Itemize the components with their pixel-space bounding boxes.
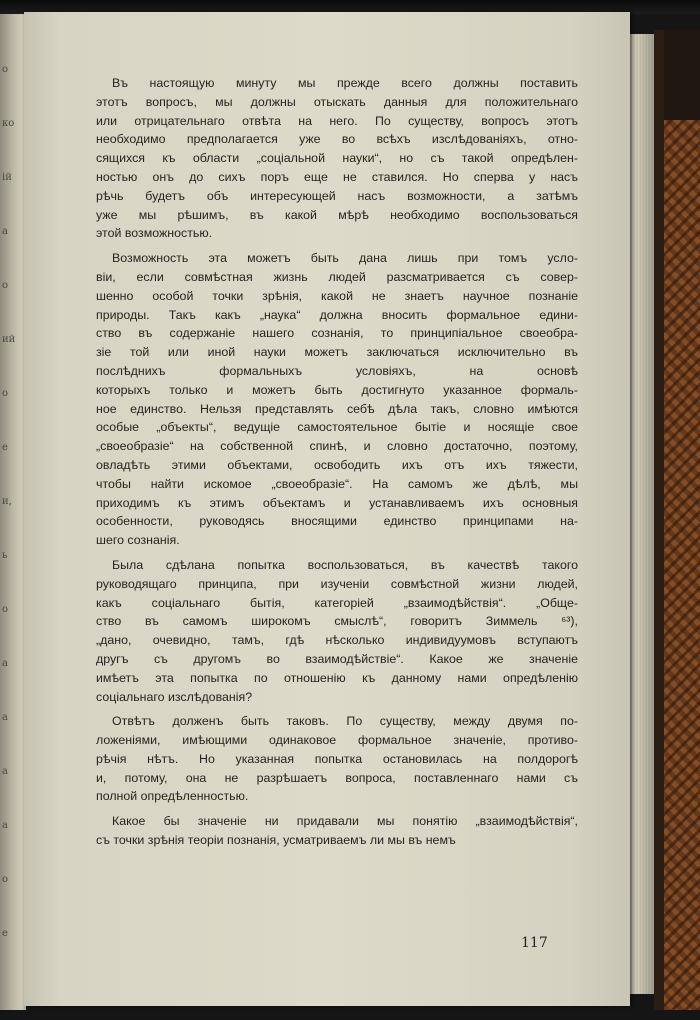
left-page-fragment: о bbox=[2, 64, 9, 75]
text-line: Отвѣтъ долженъ быть таковъ. По существу, между двумя по- bbox=[112, 714, 578, 729]
text-line: руководящаго принципа, при изученіи совмѣстной жизни людей, bbox=[96, 576, 578, 591]
left-page-fragment: ий bbox=[2, 334, 16, 345]
text-line: полной опредѣленностью. bbox=[96, 789, 249, 804]
left-page-fragment: о bbox=[2, 604, 9, 615]
text-line: природы. Такъ какъ „наука“ должна вносить формальное едини- bbox=[96, 307, 578, 322]
text-line: соціальнаго изслѣдованія? bbox=[96, 689, 253, 704]
left-page-fragment: е bbox=[2, 442, 8, 453]
text-line: Въ настоящую минуту мы прежде всего должны поставить bbox=[112, 76, 578, 90]
left-page-fragment: о bbox=[2, 280, 9, 291]
text-line: или отрицательнаго отвѣта на него. По существу, вопросъ этотъ bbox=[96, 113, 578, 128]
text-line: Возможность эта можетъ быть дана лишь при томъ усло- bbox=[112, 251, 578, 266]
text-line: съ точки зрѣнія теоріи познанія, усматриваемъ ли мы въ немъ bbox=[96, 833, 456, 848]
text-line: особые „объекты“, ведущіе самостоятельное бытіе и носящіе свое bbox=[96, 420, 578, 435]
text-line: и, потому, она не разрѣшаетъ вопроса, поставленнаго нами съ bbox=[96, 770, 578, 785]
text-line: „своеобразіе“ на собственной спинѣ, и словно достаточно, поэтому, bbox=[96, 439, 578, 454]
left-page-fragment: ь bbox=[2, 550, 8, 561]
left-page-fragment: ій bbox=[2, 172, 12, 183]
left-page-fragment: а bbox=[2, 712, 8, 723]
text-line: шего сознанія. bbox=[96, 533, 180, 548]
text-line: ложеніями, имѣющими одинаковое формальное значеніе, противо- bbox=[96, 733, 578, 748]
text-line: уже мы рѣшимъ, въ какой мѣрѣ необходимо воспользоваться bbox=[96, 207, 578, 222]
text-line: этотъ вопросъ, мы должны отыскать данныя для положительнаго bbox=[96, 94, 578, 109]
text-line: рѣчія нѣтъ. Но указанная попытка остановилась на полдорогѣ bbox=[96, 751, 578, 766]
page-stack-edges bbox=[626, 34, 656, 994]
text-line: какъ соціальнаго бытія, категоріей „взаимодѣйствія“. „Обще- bbox=[96, 595, 578, 610]
text-line: этой возможностью. bbox=[96, 226, 213, 241]
text-line: ство въ содержаніе нашего сознанія, то принципіальное своеобра- bbox=[96, 326, 578, 341]
page-text bbox=[96, 74, 578, 850]
left-page-fragment: о bbox=[2, 388, 9, 399]
page-number: 117 bbox=[521, 935, 548, 951]
left-page-fragment: а bbox=[2, 658, 8, 669]
text-line: Была сдѣлана попытка воспользоваться, въ качествѣ такого bbox=[112, 557, 578, 572]
text-line: зіе той или иной науки можетъ заключаться исключительно въ bbox=[96, 345, 578, 360]
left-page-edge bbox=[0, 14, 26, 1010]
left-page-fragment: а bbox=[2, 766, 8, 777]
left-page-fragment: о bbox=[2, 874, 9, 885]
text-line: особенности, руководясь вносящими единство принципами на- bbox=[96, 514, 578, 529]
text-line: послѣднихъ формальныхъ условіяхъ, на основѣ bbox=[96, 363, 578, 378]
text-line: чтобы найти искомое „своеобразіе“. На самомъ же дѣлѣ, мы bbox=[96, 476, 578, 491]
text-line: рѣчь будетъ объ интересующей насъ возможности, а затѣмъ bbox=[96, 188, 578, 203]
text-line: имѣетъ эта попытка по отношенію къ данному нами опредѣленію bbox=[96, 670, 578, 685]
book-page bbox=[24, 12, 630, 1006]
text-line: другъ съ другомъ во взаимодѣйствіе“. Какое же значеніе bbox=[96, 651, 578, 666]
text-line: сящихся къ области „соціальной науки“, но съ такой опредѣлен- bbox=[96, 151, 578, 166]
left-page-fragment: е bbox=[2, 928, 8, 939]
text-line: которыхъ только и можетъ быть достигнуто указанное формаль- bbox=[96, 382, 578, 397]
text-line: овладѣть этими объектами, освободить ихъ отъ ихъ тяжести, bbox=[96, 457, 578, 472]
book-cover-binding bbox=[664, 120, 700, 1010]
left-page-fragment: а bbox=[2, 226, 8, 237]
text-line: ство въ самомъ широкомъ смыслѣ“, говоритъ Зиммель ⁶³), bbox=[96, 614, 578, 629]
text-line: ное единство. Нельзя представлять себѣ дѣла такъ, словно имѣются bbox=[96, 401, 578, 416]
book-cover-top bbox=[664, 30, 700, 122]
left-page-fragment: и, bbox=[2, 496, 12, 507]
text-line: шенно особой точки зрѣнія, какой не знаетъ научное познаніе bbox=[96, 288, 578, 303]
text-line: необходимо предполагается уже во всѣхъ изслѣдованіяхъ, отно- bbox=[96, 132, 578, 147]
text-line: „дано, очевидно, тамъ, гдѣ нѣсколько индивидуумовъ вступаютъ bbox=[96, 633, 578, 648]
text-line: віи, если совмѣстная жизнь людей разсматривается съ совер- bbox=[96, 269, 578, 284]
text-line: приходимъ къ этимъ объектамъ и устанавливаемъ ихъ основныя bbox=[96, 495, 578, 510]
text-line: ностью онъ до сихъ поръ еще не ставился. Но сперва у насъ bbox=[96, 169, 578, 184]
left-page-fragment: ко bbox=[2, 118, 15, 129]
text-line: Какое бы значеніе ни придавали мы понятію „взаимодѣйствія“, bbox=[112, 814, 578, 829]
left-page-fragment: а bbox=[2, 820, 8, 831]
